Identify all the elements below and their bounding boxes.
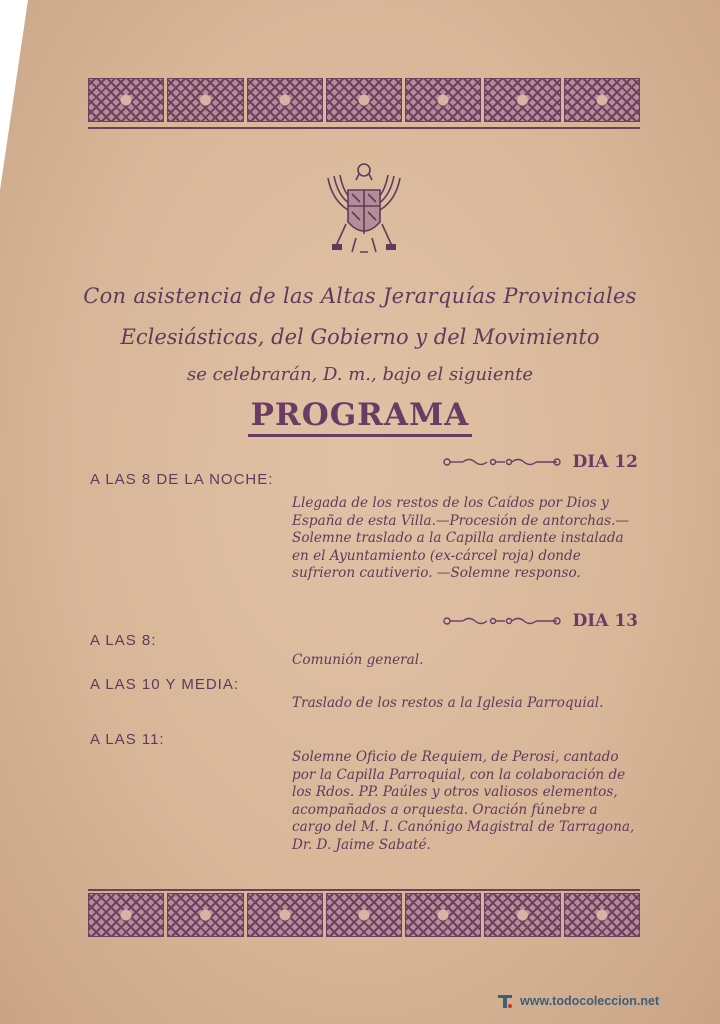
ornament-tile-icon bbox=[167, 893, 243, 937]
bottom-border-rule bbox=[88, 889, 640, 891]
ornament-tile-icon bbox=[484, 78, 560, 122]
ornament-tile-icon bbox=[88, 78, 164, 122]
top-border-rule bbox=[88, 127, 640, 129]
event-description: Traslado de los restos a la Iglesia Parroquial. bbox=[292, 695, 604, 711]
day-label: DIA 13 bbox=[572, 611, 638, 631]
ornament-tile-icon bbox=[484, 893, 560, 937]
event-description: Comunión general. bbox=[292, 652, 424, 668]
top-ornament-band bbox=[88, 78, 640, 122]
ornament-tile-icon bbox=[405, 893, 481, 937]
program-title-text: PROGRAMA bbox=[248, 397, 473, 437]
intro-line-1: Con asistencia de las Altas Jerarquías Provinciales bbox=[83, 284, 637, 308]
ornament-tile-icon bbox=[88, 893, 164, 937]
intro-line-2: Eclesiásticas, del Gobierno y del Movimiento bbox=[120, 325, 600, 349]
day-heading-12 bbox=[441, 452, 638, 472]
day-label: DIA 12 bbox=[572, 452, 638, 472]
day-heading-13 bbox=[441, 611, 638, 631]
event-time: A LAS 10 Y MEDIA: bbox=[90, 676, 240, 693]
ornament-tile-icon bbox=[247, 893, 323, 937]
watermark[interactable] bbox=[496, 992, 659, 1010]
event-description: Llegada de los restos de los Caídos por Dios y España de esta Villa.—Procesión de antorchas.—Solemne traslado a la Capilla ardiente instalada en el Ayuntamiento (ex-cárcel roja) donde sufrieron cautiverio. —Solemne responso. bbox=[292, 495, 630, 581]
ornament-tile-icon bbox=[326, 893, 402, 937]
ornament-tile-icon bbox=[564, 78, 640, 122]
ornament-tile-icon bbox=[167, 78, 243, 122]
event-time: A LAS 8 DE LA NOCHE: bbox=[90, 471, 274, 488]
event-time: A LAS 8: bbox=[90, 632, 157, 649]
event-description: Solemne Oficio de Requiem, de Perosi, cantado por la Capilla Parroquial, con la colaboración de los Rdos. PP. Paúles y otros valiosos elementos, acompañados a orquesta. Oración fúnebre a cargo del M. I. Canónigo Magistral de Tarragona, Dr. D. Jaime Sabaté. bbox=[292, 749, 635, 853]
program-title bbox=[0, 397, 720, 433]
bottom-ornament-band bbox=[88, 893, 640, 937]
decorative-flourish-icon bbox=[441, 615, 563, 627]
eagle-coat-of-arms-icon bbox=[326, 160, 402, 256]
intro-line-3: se celebrarán, D. m., bajo el siguiente bbox=[187, 364, 533, 385]
ornament-tile-icon bbox=[405, 78, 481, 122]
ornament-tile-icon bbox=[564, 893, 640, 937]
decorative-flourish-icon bbox=[441, 456, 563, 468]
ornament-tile-icon bbox=[326, 78, 402, 122]
todocoleccion-logo-icon bbox=[496, 992, 514, 1010]
event-time: A LAS 11: bbox=[90, 731, 165, 748]
torn-corner bbox=[0, 0, 28, 190]
watermark-text: www.todocoleccion.net bbox=[520, 994, 660, 1008]
ornament-tile-icon bbox=[247, 78, 323, 122]
